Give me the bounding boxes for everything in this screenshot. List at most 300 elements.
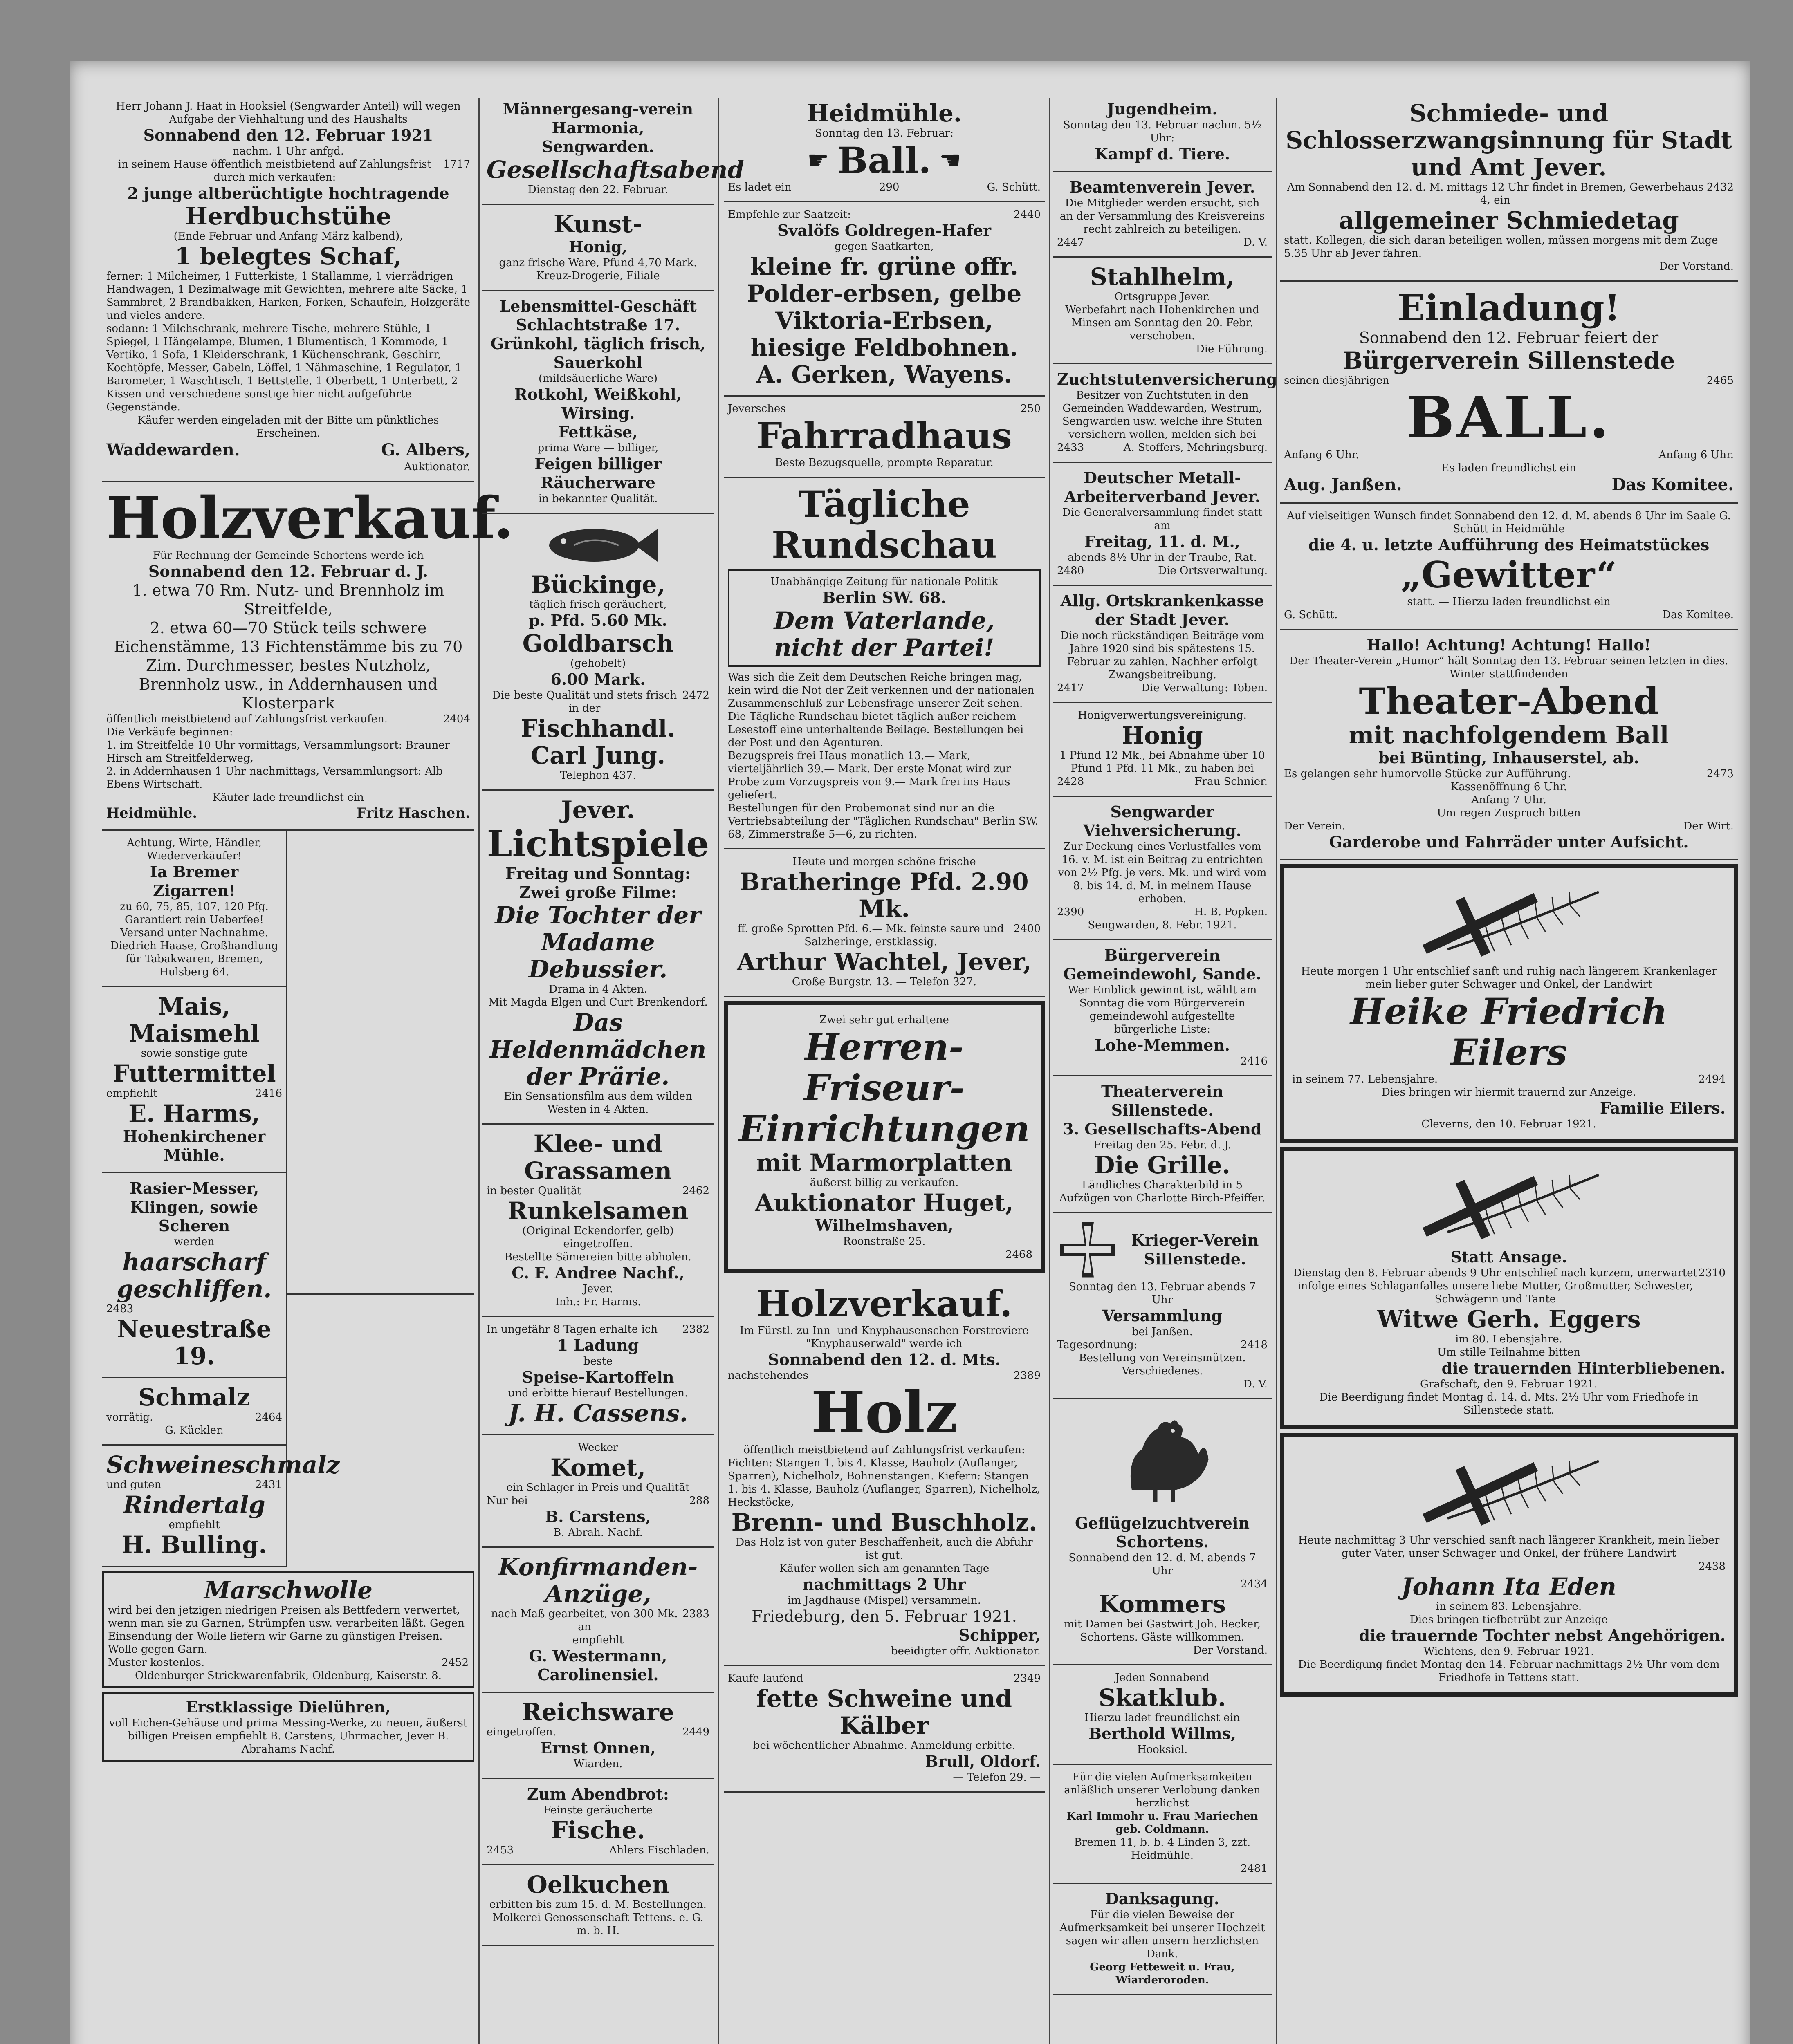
ad-item: Feigen billiger — [534, 455, 662, 473]
theaterabend-ad — [1280, 630, 1738, 860]
ref-number: 2472 — [682, 689, 709, 702]
ad-text: voll Eichen-Gehäuse und prima Messing-Werke, zu neuen, äußerst billigen Preisen empfiehlt B. Carstens, Uhrmacher, Jever B. Abrahams Nachf. — [109, 1717, 468, 1755]
ad-name-note: B. Abrah. Nachf. — [553, 1526, 643, 1539]
ad-name: Oldenburger Strickwarenfabrik, Oldenburg, Kaiserstr. 8. — [135, 1670, 442, 1682]
ad-title: Zum Abendbrot: — [527, 1785, 669, 1803]
ref-number: 2481 — [1240, 1862, 1268, 1875]
obit-family: die trauernde Tochter nebst Angehörigen. — [1359, 1626, 1726, 1645]
auction-item-note: (Ende Februar und Anfang März kalbend), — [173, 230, 403, 242]
ad-closing: Käufer lade freundlichst ein — [213, 791, 364, 804]
ad-text: Für die vielen Beweise der Aufmerksamkeit bei unserer Hochzeit sagen wir allen unsern herzlichsten Dank. — [1059, 1909, 1265, 1960]
ad-text: Der Theater-Verein „Humor“ hält Sonntag den 13. Februar seinen letzten in dies. Winter stattfindenden — [1289, 655, 1728, 680]
ad-event: 3. Gesellschafts-Abend — [1063, 1120, 1262, 1138]
ad-title: Zuchtstutenversicherung — [1057, 370, 1277, 388]
ad-note: nach Maß gearbeitet, von 300 Mk. an — [491, 1608, 678, 1633]
ad-note: Feinste geräucherte — [543, 1804, 653, 1816]
ad-sub: mit nachfolgendem Ball — [1349, 721, 1669, 749]
ad-place: bei Bünting, Inhauserstel, ab. — [1378, 749, 1639, 767]
ad-sig: Der Vorstand. — [1193, 1644, 1268, 1656]
ad-item: Svalöfs Goldregen-Hafer — [777, 221, 992, 240]
ad-signer: G. Kückler. — [165, 1424, 224, 1437]
column-rule — [478, 98, 480, 2044]
stahlhelm-ad — [1053, 258, 1272, 364]
ad-sig: Der Wirt. — [1683, 820, 1734, 832]
ad-title: Mais, Maismehl — [129, 993, 260, 1047]
ad-text: bei wöchentlicher Abnahme. Anmeldung erbitte. — [753, 1739, 1016, 1752]
ad-place: Jever. — [583, 1283, 613, 1295]
ad-head: Zwei sehr gut erhaltene — [819, 1014, 949, 1026]
skatklub-ad — [1053, 1665, 1272, 1765]
krankenkasse-ad — [1053, 586, 1272, 703]
ad-item: Speise-Kartoffeln — [522, 1368, 674, 1386]
auction-place-sig: Waddewarden. — [106, 440, 240, 459]
ad-place: Carolinensiel. — [537, 1665, 659, 1684]
ad-title: Schweineschmalz — [106, 1451, 340, 1479]
ad-head: Kaufe laufend — [728, 1672, 803, 1685]
theaterverein-ad — [1053, 1076, 1272, 1213]
ad-sub: und guten — [106, 1479, 162, 1491]
ad-name: Frau Schnier. — [1194, 775, 1268, 788]
ad-name: G. Schütt. — [987, 181, 1041, 193]
ad-intro: Für Rechnung der Gemeinde Schortens werde ich — [153, 549, 424, 562]
ad-item: 2. etwa 60—70 Stück teils schwere Eichenstämme, 13 Fichtenstämme bis zu 70 Zim. Durchmesser, bestes Nutzholz, Brennholz usw., in Addernhausen und Klosterpark — [114, 619, 463, 712]
ad-text: Die noch rückständigen Beiträge vom Jahre 1920 sind bis spätestens 15. Februar zu zahlen. Nachher erfolgt Zwangsbeitreibung. — [1060, 630, 1264, 681]
kunsthonig-ad — [482, 205, 714, 291]
ad-item: 1. etwa 70 Rm. Nutz- und Brennholz im Streitfelde, — [132, 581, 444, 618]
ad-date: Freitag den 25. Febr. d. J. — [1093, 1139, 1231, 1151]
ref-number: 2447 — [1057, 236, 1084, 249]
speise-ad — [482, 1317, 714, 1435]
ad-text-2: statt. — Hierzu laden freundlichst ein — [1407, 596, 1611, 608]
ad-item: Grünkohl, täglich frisch, — [490, 334, 706, 353]
ad-sub: werden — [174, 1236, 215, 1248]
ref-number: 288 — [689, 1495, 709, 1507]
fish-icon — [537, 523, 660, 568]
ad-invite: Es ladet ein — [728, 181, 792, 193]
holzverkauf-2-ad — [724, 1278, 1045, 1666]
ad-place: bei Janßen. — [1131, 1326, 1193, 1338]
ref-number: 2480 — [1057, 565, 1084, 577]
ad-title: Komet, — [550, 1454, 646, 1481]
ad-date: Sonntag den 13. Februar: — [815, 127, 954, 139]
ad-name: J. H. Cassens. — [508, 1399, 688, 1427]
ref-number: 2416 — [1240, 1055, 1268, 1067]
ad-name: Fischhandl. — [521, 715, 675, 742]
einladung-ad — [1280, 282, 1738, 504]
ad-sub: Unabhängige Zeitung für nationale Politik — [770, 576, 998, 588]
ad-text: 1 Pfund 12 Mk., bei Abnahme über 10 Pfund 1 Pfd. 11 Mk., zu haben bei — [1059, 749, 1265, 775]
ad-title: Marschwolle — [204, 1576, 373, 1604]
buergerverein-ad — [1053, 940, 1272, 1076]
ad-slogan: nicht der Partei! — [774, 634, 994, 661]
ad-item: Honig, — [568, 238, 628, 256]
pointing-hand-icon: ☛ — [807, 146, 830, 175]
ad-name: Molkerei-Genossenschaft Tettens. e. G. m. b. H. — [492, 1912, 704, 1937]
ref-number: 2464 — [255, 1411, 282, 1423]
schweineschmalz-ad — [102, 1446, 340, 1567]
ref-number: 2432 — [1706, 181, 1734, 193]
ad-name: Aug. Janßen. — [1284, 475, 1402, 494]
ref-number: 2382 — [682, 1323, 709, 1336]
ad-head: Hallo! Achtung! Achtung! Hallo! — [1367, 636, 1651, 654]
obit-text: Heute nachmittag 3 Uhr verschied sanft nach längerer Krankheit, mein lieber guter Vater, unser Schwager und Onkel, der frühere Landwirt — [1298, 1534, 1720, 1560]
column-rule — [1276, 98, 1277, 2044]
ad-note-2: (gehobelt) — [570, 657, 626, 670]
film-note: Ein Sensationsfilm aus dem wilden Westen in 4 Akten. — [504, 1090, 692, 1116]
ad-title: Ia Bremer Zigarren! — [150, 863, 239, 900]
ad-head: Wecker — [578, 1441, 618, 1454]
ad-note: Zwei große Filme: — [519, 883, 677, 901]
ad-text: Am Sonnabend den 12. d. M. mittags 12 Uhr findet in Bremen, Gewerbehaus 4, ein — [1287, 181, 1703, 206]
auction-item-highlight: Herdbuchstühe — [185, 202, 391, 230]
ad-qty: 1 Ladung — [557, 1336, 639, 1354]
oelkuchen-ad — [482, 1865, 714, 1946]
ad-title: Krieger-Verein Sillenstede. — [1131, 1231, 1259, 1268]
ref-number: 2453 — [487, 1844, 514, 1856]
ad-head: Empfehle zur Saatzeit: — [728, 208, 851, 221]
ad-title: Heidmühle. — [806, 99, 962, 127]
ad-place: Bremen 11, b. b. 4 Linden 3, zzt. Heidmühle. — [1074, 1836, 1251, 1862]
ad-sig: Der Verein. — [1284, 820, 1345, 832]
film-title: Die Tochter der Madame Debussier. — [495, 901, 701, 983]
ad-list: Lohe-Memmen. — [1094, 1036, 1230, 1054]
ad-item: Räucherware — [540, 473, 656, 492]
ad-owner: Inh.: Fr. Harms. — [555, 1296, 641, 1308]
column-rule — [1049, 98, 1050, 2044]
ad-item: kleine fr. grüne offr. Polder-erbsen, gelbe Viktoria-Erbsen, hiesige Feldbohnen. — [747, 253, 1022, 361]
ad-address: Neuestraße 19. — [117, 1315, 272, 1370]
auction-time: nachm. 1 Uhr anfgd. — [232, 145, 344, 157]
ad-text: Bestellung von Vereinsmützen. Verschiedenes. — [1079, 1352, 1246, 1377]
cross-palm-icon — [1407, 880, 1611, 961]
ad-title: Jugendheim. — [1107, 100, 1218, 118]
ad-date: Sonnabend den 12. d. Mts. — [767, 1350, 1001, 1369]
obit-head: Statt Ansage. — [1450, 1248, 1567, 1266]
auction-list: ferner: 1 Milcheimer, 1 Futterkiste, 1 Stallamme, 1 vierrädrigen Handwagen, 1 Dezimalwage mit Gewichten, mehrere alte Säcke, 1 Sammbret, 2 Brandbakken, Harken, Forken, Schaufeln, Holzgeräte und vieles andere. — [106, 270, 470, 322]
ad-title: Theaterverein Sillenstede. — [1101, 1082, 1223, 1119]
rooster-icon — [1109, 1408, 1216, 1511]
ad-play: Die Grille. — [1094, 1151, 1230, 1179]
ad-note: empfiehlt — [106, 1087, 157, 1100]
ad-note: beste — [583, 1355, 613, 1367]
ad-head: Jeden Sonnabend — [1115, 1672, 1210, 1684]
beamtenverein-ad — [1053, 172, 1272, 258]
obituary-3 — [1280, 1433, 1738, 1697]
obit-name: Witwe Gerh. Eggers — [1377, 1305, 1641, 1333]
ref-number: 2449 — [682, 1726, 709, 1738]
ad-title: Bürgerverein Gemeindewohl, Sande. — [1063, 946, 1261, 983]
ad-title: Klee- und Grassamen — [524, 1130, 672, 1185]
ad-event: Kommers — [1099, 1590, 1226, 1618]
ad-head: Honigverwertungsvereinigung. — [1078, 709, 1247, 722]
ad-name: G. Westermann, — [529, 1647, 667, 1665]
konfirmanden-ad — [482, 1548, 714, 1693]
lebensmittel-ad — [482, 291, 714, 514]
ad-note: Beste Bezugsquelle, prompte Reparatur. — [775, 457, 994, 469]
cross-palm-icon — [1407, 1163, 1611, 1244]
ad-sig: Die Ortsverwaltung. — [1158, 565, 1268, 577]
ad-event: Ball. — [837, 139, 931, 182]
ad-item: Sauerkohl — [553, 353, 643, 372]
ad-note: seinen diesjährigen — [1284, 374, 1389, 387]
ad-title: Lichtspiele — [487, 823, 709, 865]
auction-place: in seinem Hause öffentlich meistbietend auf Zahlungsfrist durch mich verkaufen: — [118, 158, 432, 184]
ad-text-2: statt. Kollegen, die sich daran beteiligen wollen, müssen morgens mit dem Zuge 5.35 Uhr ab Jever fahren. — [1284, 234, 1718, 260]
ad-name: Diedrich Haase, Großhandlung für Tabakwaren, Bremen, Hulsberg 64. — [110, 940, 278, 978]
ad-text: Die Mitglieder werden ersucht, sich an der Versammlung des Kreisvereins recht zahlreich zu beteiligen. — [1059, 197, 1265, 235]
obit-text: Heute morgen 1 Uhr entschlief sanft und ruhig nach längerem Krankenlager mein lieber guter Schwager und Onkel, der Landwirt — [1301, 965, 1717, 991]
rasier-ad — [102, 1173, 286, 1378]
bratheringe-ad — [724, 849, 1045, 997]
metallarbeiter-ad — [1053, 463, 1272, 586]
ad-text: Werbefahrt nach Hohenkirchen und Minsen am Sonntag den 20. Febr. verschoben. — [1065, 304, 1259, 342]
auction-list: sodann: 1 Milchschrank, mehrere Tische, mehrere Stühle, 1 Spiegel, 1 Hängelampe, Blumen, 1 Blumentisch, 1 Kommode, 1 Vertiko, 1 Sofa, 1 Kleiderschrank, 1 Küchenschrank, Geschirr, Kochtöpfe, Messer, Gabeln, Löffel, 1 Nähmaschine, 1 Regulator, 1 Barometer, 1 Waschtisch, 1 Bettstelle, 1 Oberbett, 1 Unterbett, 2 Kissen und verschiedene sonstige hier nicht aufgeführte Gegenstände. — [106, 323, 462, 413]
ad-note: empfiehlt — [168, 1519, 220, 1531]
schmalz-ad — [102, 1378, 286, 1446]
ref-number: 2465 — [1706, 374, 1734, 387]
column-2 — [482, 94, 744, 2044]
auction-signer-title: Auktionator. — [404, 461, 470, 473]
ad-place: Hooksiel. — [1137, 1744, 1188, 1756]
ref-number: 2389 — [1013, 1369, 1041, 1382]
ref-number: 290 — [879, 181, 900, 193]
ref-number: 2404 — [443, 713, 470, 725]
ad-title: Danksagung. — [1105, 1889, 1220, 1908]
ref-number: 1717 — [443, 158, 470, 170]
ad-title: Bratheringe Pfd. 2.90 Mk. — [740, 868, 1029, 923]
ad-name: E. Harms, — [128, 1100, 260, 1127]
obit-text: Dienstag den 8. Februar abends 9 Uhr entschlief nach kurzem, unerwartet infolge eines Schlaganfalles unsere liebe Mutter, Großmutter, Schwester, Schwägerin und Tante — [1293, 1267, 1698, 1305]
ad-text: Hierzu ladet freundlichst ein — [1084, 1712, 1240, 1724]
ad-title: Schmiede- und Schlosserzwangsinnung für Stadt und Amt Jever. — [1286, 99, 1732, 181]
ad-note: eingetroffen. — [487, 1726, 556, 1738]
ad-text: erbitten bis zum 15. d. M. Bestellungen. — [489, 1898, 707, 1911]
ad-sig: Die Verwaltung: Toben. — [1141, 682, 1268, 694]
ad-signer: Fritz Haschen. — [356, 805, 470, 821]
jugendheim-ad — [1053, 94, 1272, 172]
heidmuehle-ad — [724, 94, 1045, 202]
ad-title: Fahrradhaus — [756, 415, 1012, 457]
column-rule — [718, 98, 719, 2044]
ref-number: 2310 — [1698, 1267, 1726, 1279]
honig-ad — [1053, 703, 1272, 797]
ad-title: Schmalz — [138, 1383, 250, 1411]
ad-note-2: empfiehlt — [572, 1634, 624, 1646]
ad-text: Für die vielen Aufmerksamkeiten anläßlich unserer Verlobung danken herzlichst — [1064, 1771, 1261, 1809]
ad-name: Brull, Oldorf. — [925, 1752, 1041, 1771]
ad-title: Konfirmanden-Anzüge, — [498, 1553, 698, 1608]
ad-title: Theater-Abend — [1359, 680, 1659, 722]
ad-start: Anfang 6 Uhr. — [1284, 449, 1359, 461]
ad-name: Georg Fetteweit u. Frau, Wiarderoroden. — [1090, 1961, 1235, 1986]
ad-head: Heute und morgen schöne frische — [792, 856, 976, 868]
rundschau-ad — [724, 478, 1045, 849]
ref-number: 250 — [1020, 403, 1041, 415]
ad-item: Runkelsamen — [507, 1197, 689, 1225]
ref-number: 2400 — [1013, 923, 1041, 935]
rundschau-box — [728, 569, 1041, 667]
saat-ad — [724, 202, 1045, 397]
ad-days: Freitag und Sonntag: — [505, 864, 691, 883]
obit-funeral: Die Beerdigung findet Montag d. 14. d. Mts. 2½ Uhr vom Friedhofe in Sillenstede statt. — [1319, 1391, 1699, 1416]
ad-time: Kassenöffnung 6 Uhr. — [1450, 781, 1567, 793]
ref-number: 2483 — [106, 1303, 134, 1315]
obit-date: Wichtens, den 9. Februar 1921. — [1423, 1645, 1594, 1658]
ad-note: in bester Qualität — [487, 1185, 581, 1197]
ad-item: Brenn- und Buschholz. — [731, 1508, 1037, 1536]
ad-date: Sonnabend den 12. d. M. abends 7 Uhr — [1068, 1552, 1256, 1577]
kriegerverein-ad — [1053, 1213, 1272, 1399]
dielen-ad — [102, 1692, 474, 1762]
abendbrot-ad — [482, 1779, 714, 1865]
ad-price-2: 6.00 Mark. — [550, 670, 646, 688]
column-5 — [1280, 94, 1738, 2044]
ad-name: H. B. Popken. — [1194, 906, 1268, 918]
ad-title: Bückinge, — [531, 571, 665, 598]
ad-note: Es gelangen sehr humorvolle Stücke zur Aufführung. — [1284, 768, 1571, 780]
ad-title: Holzverkauf. — [106, 485, 514, 552]
ad-place: Heidmühle. — [106, 805, 197, 821]
ad-comm: Das Komitee. — [1662, 609, 1734, 621]
ad-date: Sonntag den 13. Februar nachm. 5½ Uhr: — [1063, 119, 1261, 144]
obit-family: Familie Eilers. — [1600, 1099, 1726, 1117]
ad-meet: Käufer wollen sich am genannten Tage — [779, 1562, 990, 1575]
ad-title: Männergesang-verein Harmonia, — [503, 100, 693, 137]
ad-name: B. Carstens, — [545, 1507, 651, 1526]
ad-price: Bezugspreis frei Haus monatlich 13.— Mark, vierteljährlich 39.— Mark. Der erste Monat wird zur Probe zum Vorzugspreis von 9.— Mark frei ins Haus geliefert. — [728, 750, 1011, 801]
ad-title: Honig — [1122, 722, 1203, 749]
ad-item: Fische. — [551, 1816, 645, 1844]
zuchtstuten-ad — [1053, 364, 1277, 463]
zigarren-ad — [102, 831, 286, 987]
ad-note: Ländliches Charakterbild in 5 Aufzügen von Charlotte Birch-Pfeiffer. — [1059, 1179, 1266, 1204]
ad-price: p. Pfd. 5.60 Mk. — [529, 611, 667, 630]
ad-name: H. Bulling. — [121, 1531, 267, 1559]
ad-text: Was sich die Zeit dem Deutschen Reiche bringen mag, kein wird die Not der Zeit verkennen und der nationalen Zusammenschluß zur Lebensfrage unserer Zeit sehen. Die Tägliche Rundschau bietet täglich außer reichem Lesestoff eine unterhaltende Beilage. Bestellungen bei der Post und den Agenturen. — [728, 671, 1035, 749]
auction-intro: Herr Johann J. Haat in Hooksiel (Sengwarder Anteil) will wegen Aufgabe der Viehhaltung und des Haushalts — [116, 100, 461, 126]
ad-event: Versammlung — [1102, 1307, 1222, 1325]
ad-title: Oelkuchen — [527, 1871, 669, 1898]
komet-ad — [482, 1435, 714, 1548]
ad-title: Deutscher Metall-Arbeiterverband Jever. — [1064, 468, 1261, 506]
obit-date: Cleverns, den 10. Februar 1921. — [1421, 1118, 1596, 1130]
obit-funeral: Die Beerdigung findet Montag den 14. Februar nachmittags 2½ Uhr vom dem Friedhofe in Tettens statt. — [1298, 1659, 1720, 1684]
obit-name: Heike Friedrich Eilers — [1350, 990, 1667, 1074]
ad-title: Geflügelzuchtverein Schortens. — [1075, 1514, 1250, 1551]
ad-head: In ungefähr 8 Tagen erhalte ich — [487, 1323, 658, 1336]
ref-number: 2383 — [682, 1608, 709, 1620]
film-cast: Mit Magda Elgen und Curt Brenkendorf. — [488, 996, 708, 1009]
ad-title-2: Goldbarsch — [522, 630, 674, 657]
ad-word: Holz — [811, 1379, 958, 1446]
ref-number: 2440 — [1013, 208, 1041, 221]
ad-title: Stahlhelm, — [1090, 263, 1235, 291]
ad-text: Zur Deckung eines Verlustfalles vom 16. v. M. ist ein Beitrag zu entrichten von 2½ Pfg. je vers. Mk. und wird vom 8. bis 14. d. M. in meinem Hause erhoben. — [1058, 840, 1267, 905]
ad-title-2: Rindertalg — [123, 1491, 265, 1519]
obit-age: im 80. Lebensjahre. — [1455, 1333, 1562, 1345]
ad-text: ff. große Sprotten Pfd. 6.— Mk. feinste saure und Salzheringe, erstklassig. — [737, 923, 1004, 948]
auction-date: Sonnabend den 12. Februar 1921 — [143, 126, 433, 144]
reichsware-ad — [482, 1693, 714, 1779]
ad-item: Futtermittel — [112, 1060, 276, 1087]
ad-head: Achtung, Wirte, Händler, Wiederverkäufer! — [127, 837, 262, 862]
ad-sub: sowie sonstige gute — [141, 1047, 248, 1060]
ref-number: 2349 — [1013, 1672, 1041, 1685]
ad-place: Berlin SW. 68. — [822, 588, 946, 607]
ref-number: 2417 — [1057, 682, 1084, 694]
ad-end: Anfang 6 Uhr. — [1658, 449, 1734, 461]
ref-number: 2390 — [1057, 906, 1084, 918]
fahrradhaus-ad — [724, 397, 1045, 478]
ad-sale: öffentlich meistbietend auf Zahlungsfrist verkaufen. — [106, 713, 388, 725]
column-gap — [287, 831, 474, 1295]
holzverkauf-ad — [102, 482, 514, 831]
ad-date: Sonnabend den 12. Februar d. J. — [148, 562, 429, 580]
ref-number: 2433 — [1057, 442, 1084, 454]
auction-ad — [102, 94, 474, 482]
ad-text: und erbitte hierauf Bestellungen. — [508, 1387, 688, 1399]
ref-number: 2438 — [1698, 1560, 1726, 1573]
ref-number: 2473 — [1706, 768, 1734, 780]
ad-title: Rasier-Messer, Klingen, sowie Scheren — [129, 1179, 259, 1235]
ad-title: Einladung! — [1397, 287, 1620, 329]
ad-invite: Um regen Zuspruch bitten — [1437, 807, 1581, 819]
ad-prices: zu 60, 75, 85, 107, 120 Pfg. Garantiert rein Ueberfee! Versand unter Nachnahme. — [120, 901, 269, 939]
ad-name: Berthold Willms, — [1088, 1724, 1236, 1743]
ad-sub: mit Marmorplatten — [756, 1149, 1012, 1177]
ad-text: Sonnabend den 12. Februar feiert der — [1359, 329, 1659, 347]
ad-note: äußerst billig zu verkaufen. — [810, 1177, 959, 1189]
ad-event: Kampf d. Tiere. — [1094, 145, 1230, 163]
lichtspiele-ad — [482, 791, 714, 1125]
ad-text: Bestellte Sämereien bitte abholen. — [504, 1251, 692, 1263]
maennergesang-ad — [482, 94, 744, 205]
ad-note-2: Nur bei — [487, 1495, 528, 1507]
obit-age: in seinem 77. Lebensjahre. — [1292, 1073, 1438, 1085]
ref-number: 2462 — [682, 1185, 709, 1197]
gefluegel-ad — [1053, 1399, 1272, 1665]
ad-name: Lebensmittel-Geschäft Schlachtstraße 17. — [499, 297, 697, 334]
ad-place: Hohenkirchener Mühle. — [123, 1127, 266, 1164]
ad-date: Sengwarden, 8. Febr. 1921. — [1088, 919, 1237, 931]
ad-name: Auktionator Huget, — [755, 1189, 1014, 1217]
ad-effect: haarscharf geschliffen. — [117, 1248, 272, 1303]
ad-date: Sonntag den 13. Februar abends 7 Uhr — [1068, 1281, 1256, 1306]
fish-ad — [482, 514, 714, 791]
ad-order: Bestellungen für den Probemonat sind nur an die Vertriebsabteilung der "Täglichen Rundschau" Berlin SW. 68, Zimmerstraße 5—6, zu richten. — [728, 802, 1039, 840]
ad-title: „Gewitter“ — [1400, 554, 1617, 596]
ad-time: abends 8½ Uhr in der Traube, Rat. — [1068, 551, 1257, 564]
auction-item-highlight: 1 belegtes Schaf, — [175, 242, 402, 270]
ad-sub: Ortsgruppe Jever. — [1114, 291, 1210, 303]
ad-title: Reichsware — [522, 1698, 674, 1726]
ad-event: allgemeiner Schmiedetag — [1339, 206, 1679, 234]
ad-title: Beamtenverein Jever. — [1069, 178, 1255, 196]
ad-item-note: (mildsäuerliche Ware) — [539, 372, 658, 385]
ad-footer: Garderobe und Fahrräder unter Aufsicht. — [1329, 833, 1689, 851]
friseur-ad — [724, 1001, 1045, 1273]
ad-name: Ahlers Fischladen. — [609, 1844, 709, 1856]
ad-item-note: in bekannter Qualität. — [538, 493, 658, 505]
obit-text-2: Dies bringen wir hiermit trauernd zur Anzeige. — [1381, 1086, 1636, 1098]
ad-date: Freitag, 11. d. M., — [1084, 532, 1241, 551]
ad-owner: Carl Jung. — [530, 742, 666, 769]
schweine-ad — [724, 1666, 1045, 1793]
ad-text: Die beste Qualität und stets frisch in der — [492, 689, 677, 715]
obit-date: Grafschaft, den 9. Februar 1921. — [1420, 1378, 1598, 1390]
ad-time: nachmittags 2 Uhr — [802, 1575, 966, 1594]
auction-item: 2 junge altberüchtigte hochtragende — [127, 184, 449, 202]
